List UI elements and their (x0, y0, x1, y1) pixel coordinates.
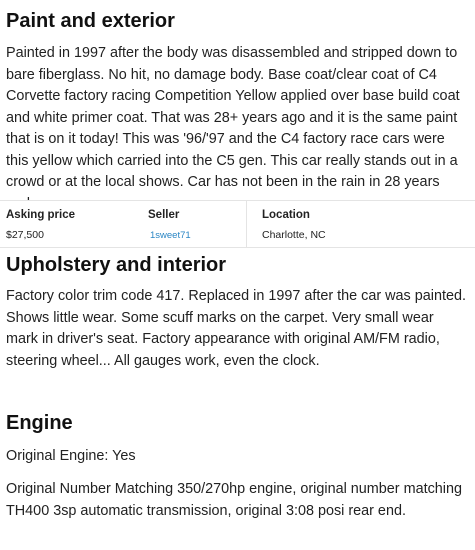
location-column (262, 201, 462, 247)
asking-price-label: Asking price (6, 209, 76, 221)
seller-label: Seller (148, 209, 180, 221)
paint-exterior-text: Painted in 1997 after the body was disassembled and stripped down to bare fiberglass. No hit, no damage body. Base coat/clear coat of C4 Corvette factory racing Competition Yellow applied over base build coat and white primer coat. That was 28+ years ago and it is the same paint that is on it today! This was '96/'97 and the C4 factory race cars were this yellow which carried into the C5 gen. This car really stands out in a crowd or at the local shows. Car has not been in the rain in 28 years (6, 45, 460, 190)
engine-original-line: Original Engine: Yes (6, 448, 136, 464)
upholstery-interior-text: Factory color trim code 417. Replaced in 1997 after the car was painted. Shows little wear. Some scuff marks on the carpet. Very small wear mark in driver's seat. Factory appearance with original AM/FM radio, steering wheel... All gauges work, even the clock. (6, 288, 466, 369)
paint-exterior-text-container (6, 43, 468, 203)
listing-info-bar (0, 200, 475, 248)
seller-value-wrap (150, 229, 191, 241)
location-value: Charlotte, NC (262, 229, 326, 241)
seller-column (148, 201, 247, 247)
asking-price-value: $27,500 (6, 229, 44, 241)
location-label: Location (262, 209, 310, 221)
engine-details-text: Original Number Matching 350/270hp engine, original number matching TH400 3sp automatic transmission, original 3:08 posi rear end. (6, 481, 462, 519)
upholstery-interior-heading: Upholstery and interior (6, 254, 227, 276)
paint-exterior-heading: Paint and exterior (6, 10, 175, 32)
seller-link[interactable]: 1sweet71 (150, 230, 191, 241)
engine-heading: Engine (6, 412, 73, 434)
asking-price-column (6, 201, 136, 247)
